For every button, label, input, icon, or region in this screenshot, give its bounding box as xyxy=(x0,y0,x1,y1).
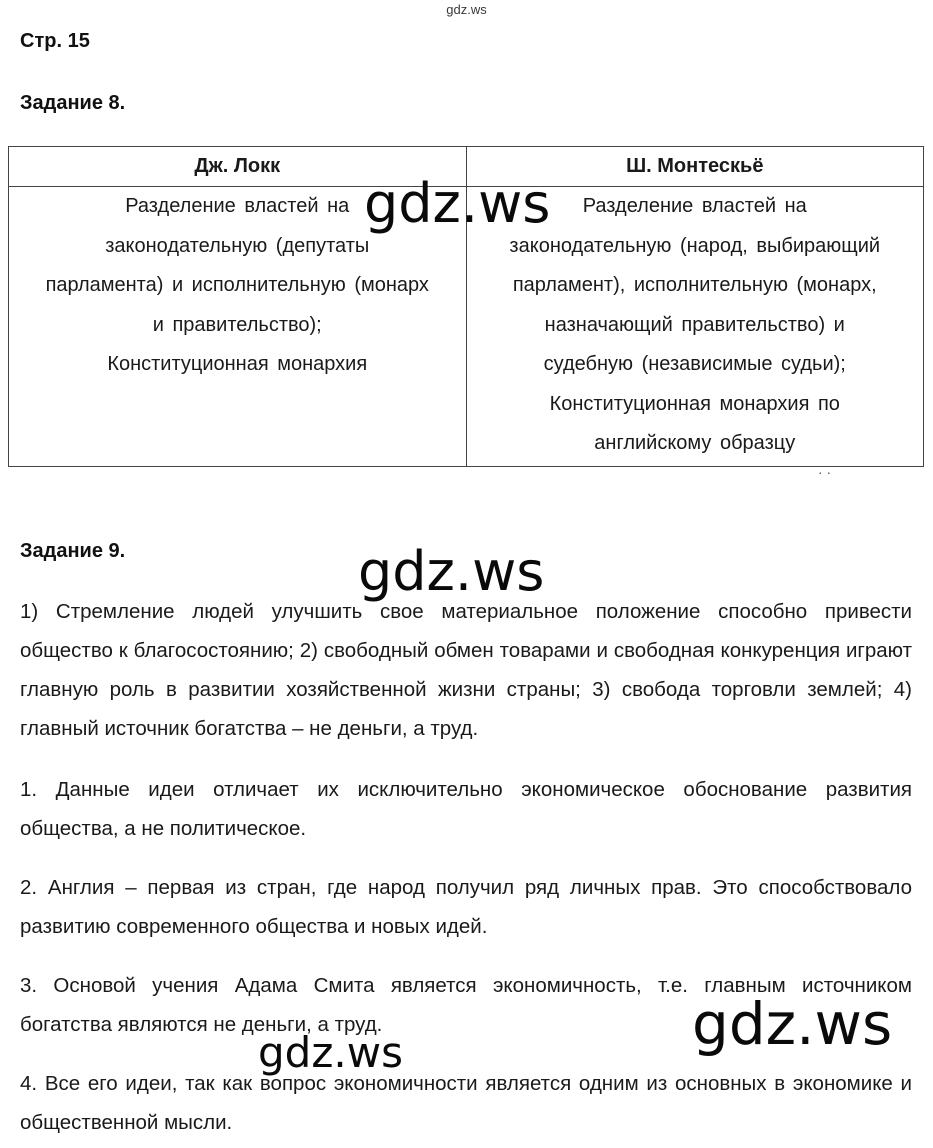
page-number-heading: Стр. 15 xyxy=(20,30,90,52)
cell-line: Конституционная монархия по xyxy=(549,392,840,415)
cell-line: законодательную (депутаты xyxy=(105,234,370,257)
answer-3: 3. Основой учения Адама Смита является экономичность, т.е. главным источником богатства являются не деньги, а труд. xyxy=(20,974,912,1036)
header-montesquieu: Ш. Монтескьё xyxy=(466,147,924,187)
watermark-overlay: gdz.ws xyxy=(692,990,893,1058)
answer-1: 1. Данные идеи отличает их исключительно экономическое обоснование развития общества, а не политическое. xyxy=(20,778,912,840)
watermark-overlay: gdz.ws xyxy=(358,540,545,603)
cell-line: парламента) и исполнительную (монарх xyxy=(45,274,429,296)
cell-line: и правительство); xyxy=(152,313,322,336)
site-watermark-top: gdz.ws xyxy=(446,2,487,17)
answer-4: 4. Все его идеи, так как вопрос экономичности является одним из основных в экономике и общественной мысли. xyxy=(20,1072,912,1134)
cell-line: английскому образцу xyxy=(594,432,796,454)
cell-line: назначающий правительство) и xyxy=(544,313,845,336)
scan-dots: · · xyxy=(818,464,832,480)
task-8-heading: Задание 8. xyxy=(20,92,126,114)
watermark-overlay: gdz.ws xyxy=(258,1028,403,1077)
header-locke: Дж. Локк xyxy=(9,147,467,187)
task-9-intro: 1) Стремление людей улучшить свое материальное положение способно привести общество к благосостоянию; 2) свободный обмен товарами и свободная конкуренция играют главную роль в развитии хозяйственной жизни страны; 3) свобода торговли землей; 4) главный источник богатства – не деньги, а труд. xyxy=(20,600,912,740)
cell-line: Разделение властей на xyxy=(125,195,350,217)
cell-line: судебную (независимые судьи); xyxy=(543,353,846,375)
cell-line: Разделение властей на xyxy=(582,195,807,217)
answer-2: 2. Англия – первая из стран, где народ получил ряд личных прав. Это способствовало развитию современного общества и новых идей. xyxy=(20,876,912,938)
cell-line: Конституционная монархия xyxy=(107,353,368,375)
task-9-heading: Задание 9. xyxy=(20,540,126,562)
watermark-overlay: gdz.ws xyxy=(364,172,551,235)
cell-line: парламент), исполнительную (монарх, xyxy=(512,274,877,296)
cell-line: законодательную (народ, выбирающий xyxy=(509,234,881,257)
